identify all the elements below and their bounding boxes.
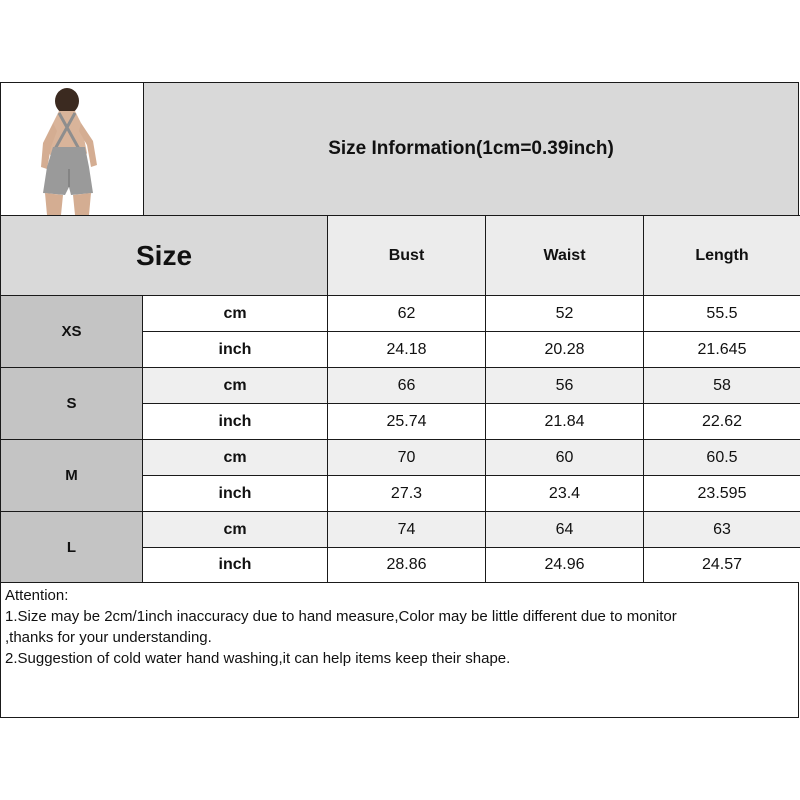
table-cell: 60.5	[644, 439, 800, 475]
attention-notes	[1, 582, 798, 717]
table-cell: 52	[486, 295, 644, 331]
bust-column-header: Bust	[328, 215, 486, 295]
unit-inch: inch	[143, 475, 328, 511]
table-cell: 25.74	[328, 403, 486, 439]
table-cell: 55.5	[644, 295, 800, 331]
size-label-l: L	[1, 511, 143, 582]
unit-inch: inch	[143, 403, 328, 439]
table-cell: 21.84	[486, 403, 644, 439]
table-cell: 28.86	[328, 547, 486, 582]
waist-column-header: Waist	[486, 215, 644, 295]
notes-line-2: 2.Suggestion of cold water hand washing,it can help items keep their shape.	[5, 650, 511, 667]
size-column-header: Size	[1, 215, 328, 295]
size-label-s: S	[1, 367, 143, 439]
table-cell: 23.4	[486, 475, 644, 511]
table-cell: 74	[328, 511, 486, 547]
unit-cm: cm	[143, 367, 328, 403]
length-column-header: Length	[644, 215, 800, 295]
table-cell: 64	[486, 511, 644, 547]
gray-romper-photo-icon	[1, 83, 143, 215]
size-chart	[0, 82, 799, 718]
table-cell: 58	[644, 367, 800, 403]
unit-cm: cm	[143, 511, 328, 547]
table-cell: 70	[328, 439, 486, 475]
table-cell: 62	[328, 295, 486, 331]
notes-line-1-continued: ,thanks for your understanding.	[5, 629, 212, 646]
table-cell: 66	[328, 367, 486, 403]
page-title: Size Information(1cm=0.39inch)	[143, 83, 798, 215]
size-label-m: M	[1, 439, 143, 511]
table-cell: 22.62	[644, 403, 800, 439]
unit-cm: cm	[143, 295, 328, 331]
notes-heading: Attention:	[5, 587, 69, 604]
table-cell: 21.645	[644, 331, 800, 367]
table-cell: 24.18	[328, 331, 486, 367]
table-cell: 56	[486, 367, 644, 403]
table-cell: 60	[486, 439, 644, 475]
table-cell: 27.3	[328, 475, 486, 511]
unit-inch: inch	[143, 331, 328, 367]
table-cell: 24.96	[486, 547, 644, 582]
table-cell: 23.595	[644, 475, 800, 511]
product-photo	[1, 83, 143, 215]
unit-inch: inch	[143, 547, 328, 582]
table-cell: 24.57	[644, 547, 800, 582]
table-cell: 20.28	[486, 331, 644, 367]
unit-cm: cm	[143, 439, 328, 475]
notes-line-1: 1.Size may be 2cm/1inch inaccuracy due to hand measure,Color may be little different due to monitor	[5, 608, 677, 625]
size-label-xs: XS	[1, 295, 143, 367]
table-cell: 63	[644, 511, 800, 547]
